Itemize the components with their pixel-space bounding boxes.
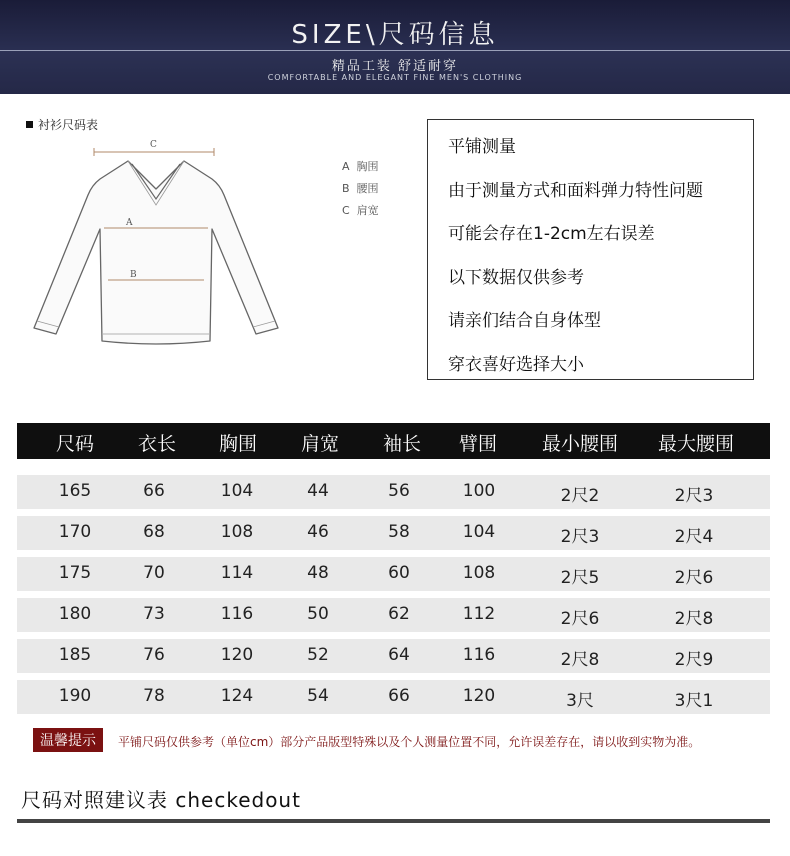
table-cell: 170	[58, 522, 92, 542]
table-cell: 52	[307, 645, 329, 665]
table-cell: 66	[143, 481, 165, 501]
table-cell: 3尺	[566, 691, 594, 711]
table-cell: 104	[462, 522, 496, 542]
table-cell: 73	[143, 604, 165, 624]
section-label-text: 衬衫尺码表	[38, 118, 99, 132]
table-cell: 112	[462, 604, 496, 624]
table-cell: 48	[307, 563, 329, 583]
measure-label-a: A	[126, 218, 133, 228]
tip-text: 平铺尺码仅供参考（单位cm）部分产品版型特殊以及个人测量位置不同，允许误差存在，请以收到实物为准。	[118, 735, 701, 749]
table-cell: 100	[462, 481, 496, 501]
note-line: 可能会存在1-2cm左右误差	[448, 224, 655, 245]
table-cell: 76	[143, 645, 165, 665]
table-cell: 175	[58, 563, 92, 583]
table-cell: 58	[388, 522, 410, 542]
legend-label: 肩宽	[356, 204, 379, 217]
table-cell: 180	[58, 604, 92, 624]
shirt-size-label	[26, 116, 98, 133]
header-banner	[0, 0, 790, 94]
measure-label-b: B	[130, 270, 137, 280]
table-cell: 104	[220, 481, 254, 501]
header-cell: 尺码	[55, 433, 94, 455]
table-cell: 108	[220, 522, 254, 542]
table-cell: 44	[307, 481, 329, 501]
legend-item	[342, 178, 379, 200]
header-cell: 最大腰围	[657, 433, 734, 455]
table-cell: 108	[462, 563, 496, 583]
legend-item	[342, 156, 379, 178]
banner-english: COMFORTABLE AND ELEGANT FINE MEN'S CLOTHING	[267, 73, 523, 82]
table-cell: 2尺3	[674, 486, 714, 506]
legend-item	[342, 200, 379, 222]
note-line: 以下数据仅供参考	[448, 267, 584, 288]
legend-label: 腰围	[356, 182, 379, 195]
table-cell: 120	[220, 645, 254, 665]
table-cell: 185	[58, 645, 92, 665]
table-row	[17, 516, 770, 550]
table-cell: 3尺1	[674, 691, 714, 711]
legend-letter: B	[342, 182, 350, 195]
legend-label: 胸围	[356, 160, 379, 173]
table-cell: 116	[220, 604, 254, 624]
table-cell: 64	[388, 645, 410, 665]
measure-label-c: C	[150, 140, 157, 150]
table-cell: 2尺4	[674, 527, 714, 547]
shirt-diagram	[28, 133, 290, 355]
table-cell: 2尺8	[674, 609, 714, 629]
table-cell: 2尺6	[674, 568, 714, 588]
table-cell: 68	[143, 522, 165, 542]
table-cell: 114	[220, 563, 254, 583]
note-line: 穿衣喜好选择大小	[448, 354, 584, 375]
table-cell: 62	[388, 604, 410, 624]
table-cell: 124	[220, 686, 254, 706]
table-cell: 66	[388, 686, 410, 706]
table-cell: 2尺2	[560, 486, 600, 506]
shirt-outline	[34, 161, 278, 344]
table-cell: 70	[143, 563, 165, 583]
table-cell: 2尺5	[560, 568, 600, 588]
table-cell: 2尺6	[560, 609, 600, 629]
square-bullet-icon	[26, 121, 33, 128]
table-cell: 2尺8	[560, 650, 600, 670]
table-row	[17, 598, 770, 632]
table-cell: 190	[58, 686, 92, 706]
table-cell: 60	[388, 563, 410, 583]
table-cell: 165	[58, 481, 92, 501]
measurement-notes-box	[427, 119, 754, 380]
note-line: 平铺测量	[448, 137, 516, 157]
header-cell: 肩宽	[300, 433, 339, 455]
note-line: 请亲们结合自身体型	[448, 311, 601, 332]
table-cell: 50	[307, 604, 329, 624]
table-cell: 2尺3	[560, 527, 600, 547]
table-row	[17, 639, 770, 673]
banner-subtitle: 精品工装 舒适耐穿	[331, 59, 459, 74]
table-cell: 116	[462, 645, 496, 665]
header-cell: 袖长	[382, 433, 421, 455]
header-cell: 衣长	[137, 433, 176, 455]
size-table-header	[17, 423, 770, 459]
legend-letter: A	[342, 160, 350, 173]
table-cell: 54	[307, 686, 329, 706]
table-cell: 78	[143, 686, 165, 706]
banner-title: SIZE\尺码信息	[291, 20, 499, 50]
legend-letter: C	[342, 204, 350, 217]
header-cell: 最小腰围	[541, 433, 618, 455]
size-recommendation-title: 尺码对照建议表 checkedout	[21, 788, 301, 812]
table-cell: 56	[388, 481, 410, 501]
table-cell: 2尺9	[674, 650, 714, 670]
header-cell: 臂围	[458, 433, 497, 455]
footer-divider	[17, 819, 770, 823]
table-row	[17, 475, 770, 509]
table-row	[17, 557, 770, 591]
table-cell: 120	[462, 686, 496, 706]
tip-badge: 温馨提示	[33, 728, 103, 752]
table-row	[17, 680, 770, 714]
header-cell: 胸围	[218, 433, 257, 455]
note-line: 由于测量方式和面料弹力特性问题	[448, 180, 703, 201]
measurement-legend	[342, 156, 379, 222]
table-cell: 46	[307, 522, 329, 542]
